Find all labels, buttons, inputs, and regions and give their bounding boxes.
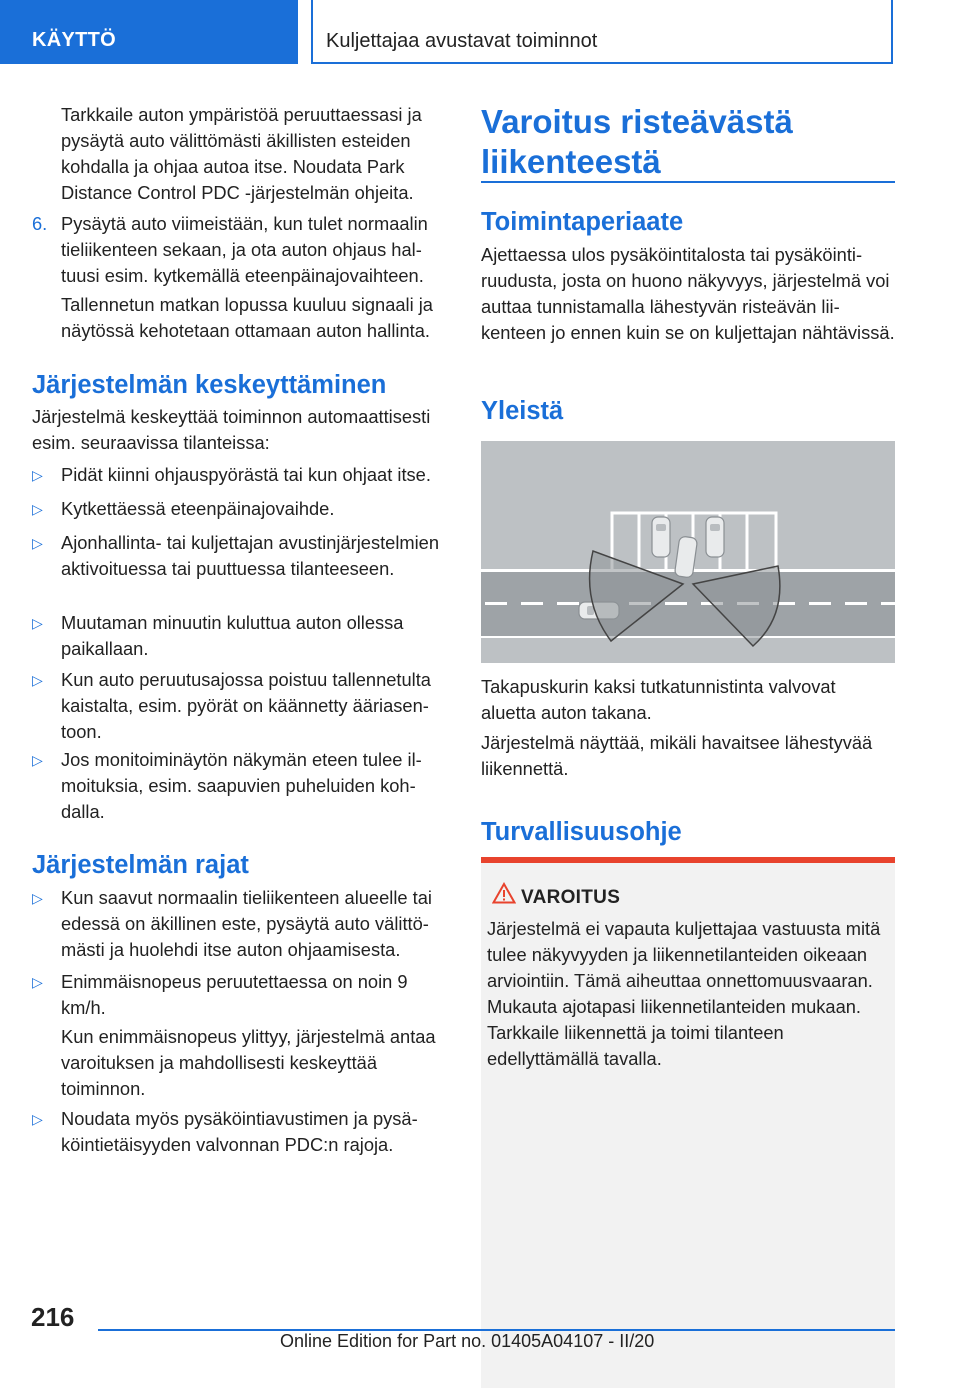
list-item: ▷ Kytkettäessä eteenpäinajovaihde. — [32, 496, 450, 522]
principle-text: Ajettaessa ulos pysäköintitalosta tai pysäköintiruudusta, josta on huono näkyvyys, järjestelmä voi auttaa tunnistamalla lähestyvän risteävän liikenteen jo ennen kuin se on kuljettajan nähtävissä. — [481, 244, 895, 343]
list-item: ▷ Ajonhallinta- tai kuljettajan avustinjärjestelmien aktivoituessa tai puuttuessa tilanteeseen. — [32, 532, 440, 579]
list-item: ▷ Jos monitoiminäytön näkymän eteen tulee ilmoituksia, esim. saapuvien puheluiden kohdalla. — [32, 749, 422, 822]
triangle-bullet-icon: ▷ — [32, 501, 43, 517]
limits-heading: Järjestelmän rajat — [32, 851, 249, 879]
warning-text: Järjestelmä ei vapauta kuljettajaa vastuusta mitä tulee näkyvyyden ja liikennetilanteiden oikeaan arviointiin. Tämä aiheuttaa onnettomuusvaaran. Mukauta ajotapasi liikennetilanteiden mukaan. Tarkkaile liikennettä ja toimi tilanteen edellyttämällä tavalla. — [487, 918, 881, 1069]
general-text-1: Takapuskurin kaksi tutkatunnistinta valvovat aluetta auton takana. — [481, 676, 836, 723]
main-heading: Varoitus risteävästä liikenteestä — [481, 103, 793, 180]
interrupt-intro: Järjestelmä keskeyttää toiminnon automaattisesti esim. seuraavissa tilanteissa: — [32, 406, 431, 453]
parking-lot-diagram — [481, 441, 895, 663]
triangle-bullet-icon: ▷ — [32, 974, 43, 990]
triangle-bullet-icon: ▷ — [32, 672, 43, 688]
list-item: ▷ Kun auto peruutusajossa poistuu tallennetulta kaistalta, esim. pyörät on käännetty ääriasentoon. — [32, 669, 431, 742]
triangle-bullet-icon: ▷ — [32, 467, 43, 483]
heading-divider — [481, 181, 895, 183]
triangle-bullet-icon: ▷ — [32, 752, 43, 768]
list-item: ▷ Noudata myös pysäköintiavustimen ja pysäköintietäisyyden valvonnan PDC:n rajoja. — [32, 1108, 418, 1155]
safety-heading: Turvallisuusohje — [481, 818, 682, 846]
limit-2-note: Kun enimmäisnopeus ylittyy, järjestelmä antaa varoituksen ja mahdollisesti keskeyttää toiminnon. — [61, 1026, 436, 1099]
chapter-title: Kuljettajaa avustavat toiminnot — [326, 30, 598, 52]
warning-triangle-icon — [492, 882, 516, 909]
step-6 — [32, 211, 450, 289]
list-item: ▷ Enimmäisnopeus peruutettaessa on noin 9 km/h. — [32, 971, 408, 1018]
triangle-bullet-icon: ▷ — [32, 1111, 43, 1127]
list-item: ▷ Pidät kiinni ohjauspyörästä tai kun ohjaat itse. — [32, 462, 450, 488]
page-number: 216 — [31, 1302, 75, 1332]
step-6-note: Tallennetun matkan lopussa kuuluu signaali ja näytössä kehotetaan ottamaan auton hallinta. — [61, 294, 433, 341]
intro-paragraph: Tarkkaile auton ympäristöä peruuttaessasi ja pysäytä auto välittömästi äkillisten esteiden kohdalla ja ohjaa autoa itse. Noudata Park Distance Control PDC ‑järjestelmän ohjeita. — [61, 104, 422, 203]
warning-box — [481, 863, 895, 1388]
triangle-bullet-icon: ▷ — [32, 535, 43, 551]
interrupt-heading: Järjestelmän keskeyttäminen — [32, 371, 387, 399]
general-heading: Yleistä — [481, 397, 564, 425]
cross-traffic-illustration — [481, 441, 895, 663]
chapter-tab — [311, 0, 893, 64]
step-text: Pysäytä auto viimeistään, kun tulet normaalin tieliikenteen sekaan, ja ota auton ohjaus haltuusi esim. kytkemällä eteenpäinajovaihteen. — [61, 213, 428, 286]
edition-note: Online Edition for Part no. 01405A04107 - II/20 — [280, 1331, 655, 1351]
principle-heading: Toimintaperiaate — [481, 208, 684, 236]
warning-title: VAROITUS — [521, 887, 621, 908]
section-tab — [0, 0, 298, 64]
section-title: KÄYTTÖ — [32, 29, 117, 51]
triangle-bullet-icon: ▷ — [32, 615, 43, 631]
list-item: ▷ Muutaman minuutin kuluttua auton ollessa paikallaan. — [32, 612, 404, 659]
list-item: ▷ Kun saavut normaalin tieliikenteen alueelle tai edessä on äkillinen este, pysäytä auto välittömästi ja huolehdi itse auton ohjaamisesta. — [32, 887, 432, 960]
step-number: 6. — [32, 213, 48, 234]
triangle-bullet-icon: ▷ — [32, 890, 43, 906]
general-text-2: Järjestelmä näyttää, mikäli havaitsee lähestyvää liikennettä. — [481, 732, 873, 779]
